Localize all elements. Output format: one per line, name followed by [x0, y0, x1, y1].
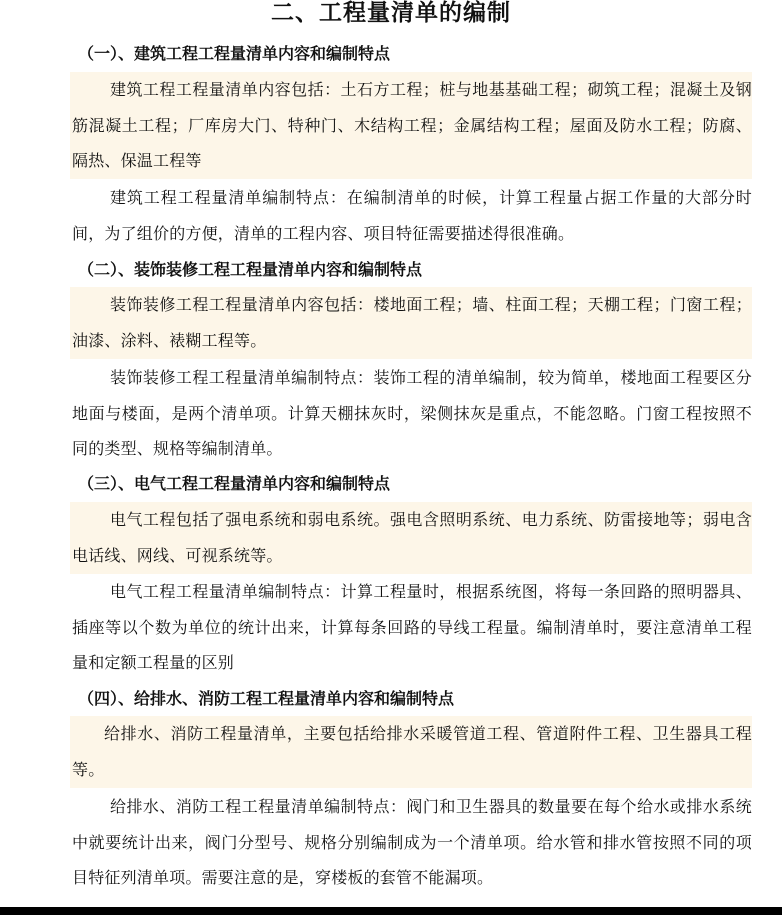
section-3-paragraph-1: 电气工程包括了强电系统和弱电系统。强电含照明系统、电力系统、防雷接地等；弱电含电话线、网线、可视系统等。 [70, 502, 752, 574]
section-heading-1: （一）、建筑工程工程量清单内容和编制特点 [78, 44, 391, 63]
section-1-paragraph-2: 建筑工程工程量清单编制特点：在编制清单的时候，计算工程量占据工作量的大部分时间，为了组价的方便，清单的工程内容、项目特征需要描述得很准确。 [72, 188, 752, 243]
section-1-paragraph-1: 建筑工程工程量清单内容包括：土石方工程；桩与地基基础工程；砌筑工程；混凝土及钢筋混凝土工程；厂库房大门、特种门、木结构工程；金属结构工程；屋面及防水工程；防腐、隔热、保温工程等 [70, 72, 752, 179]
section-heading-2: （二）、装饰装修工程工程量清单内容和编制特点 [78, 260, 423, 279]
section-2-paragraph-1: 装饰装修工程工程量清单内容包括：楼地面工程；墙、柱面工程；天棚工程；门窗工程；油漆、涂料、裱糊工程等。 [70, 287, 752, 359]
section-4-paragraph-2: 给排水、消防工程工程量清单编制特点：阀门和卫生器具的数量要在每个给水或排水系统中就要统计出来，阀门分型号、规格分别编制成为一个清单项。给水管和排水管按照不同的项目特征列清单项。需要注意的是，穿楼板的套管不能漏项。 [72, 797, 752, 888]
section-heading-3: （三）、电气工程工程量清单内容和编制特点 [78, 474, 391, 493]
section-heading-4: （四）、给排水、消防工程工程量清单内容和编制特点 [78, 689, 455, 708]
bottom-rule [0, 907, 782, 915]
section-2-paragraph-2: 装饰装修工程工程量清单编制特点：装饰工程的清单编制，较为简单，楼地面工程要区分地面与楼面，是两个清单项。计算天棚抹灰时，梁侧抹灰是重点，不能忽略。门窗工程按照不同的类型、规格等编制清单。 [72, 368, 752, 459]
page-title: 二、工程量清单的编制 [271, 0, 511, 26]
section-3-paragraph-2: 电气工程工程量清单编制特点：计算工程量时，根据系统图，将每一条回路的照明器具、插座等以个数为单位的统计出来，计算每条回路的导线工程量。编制清单时，要注意清单工程量和定额工程量的区别 [72, 582, 752, 673]
section-4-paragraph-1: 给排水、消防工程量清单，主要包括给排水采暖管道工程、管道附件工程、卫生器具工程等。 [70, 716, 752, 788]
